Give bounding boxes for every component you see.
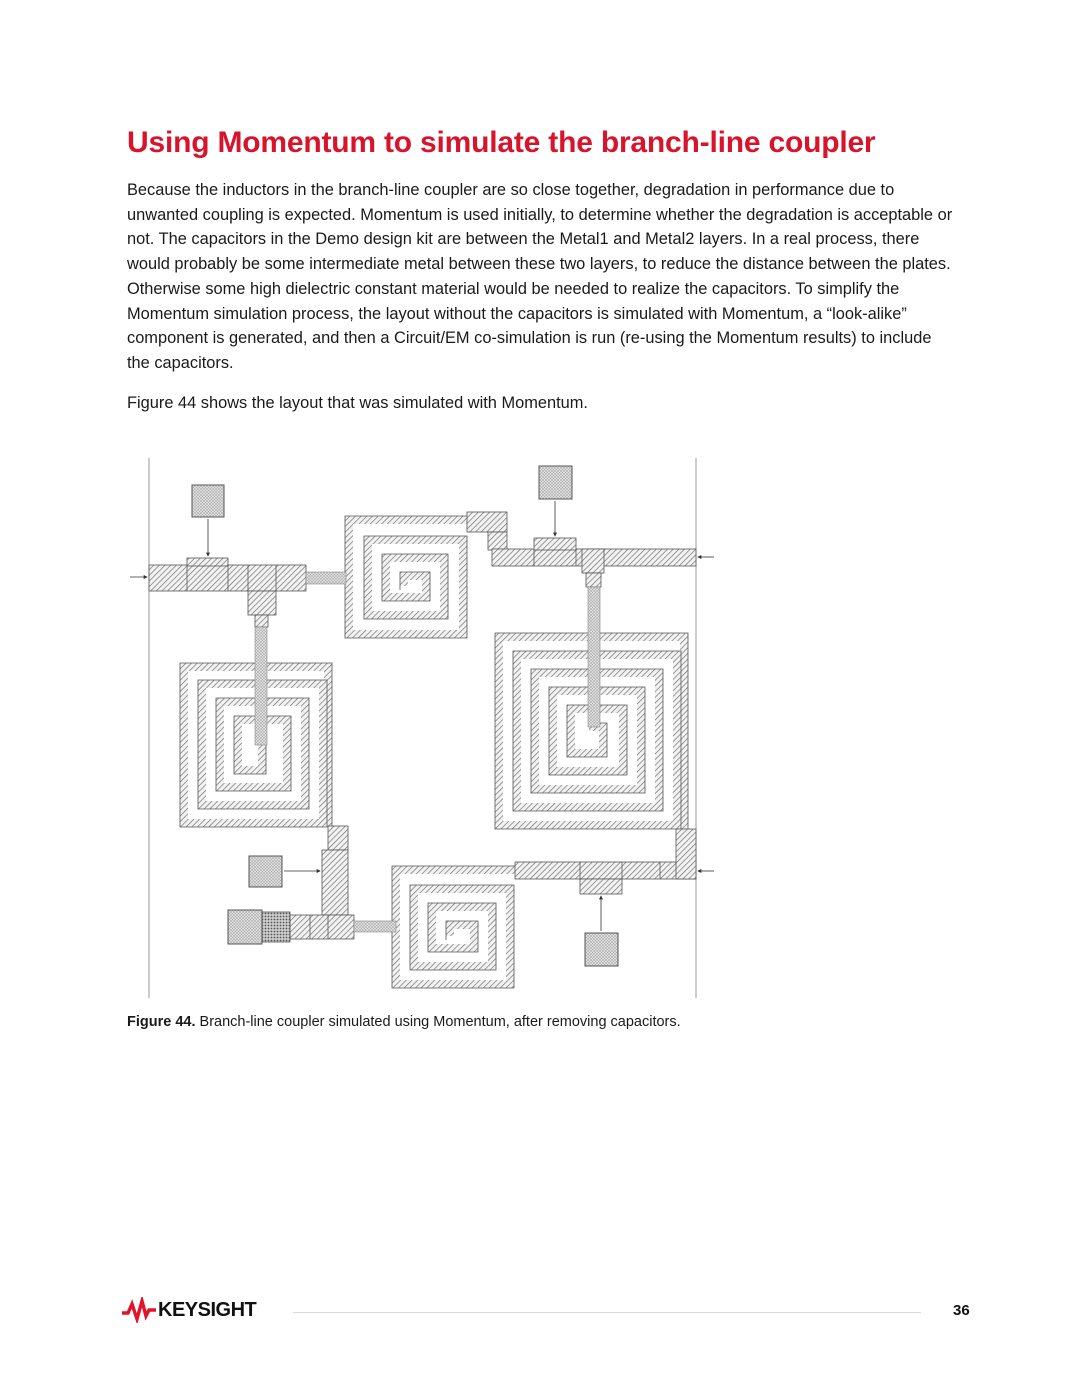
spiral-inductor-bottom [396, 870, 515, 984]
ground-pad-left [249, 856, 320, 887]
ground-pad-bottom-right [585, 896, 618, 966]
transmission-line-bottom-right [515, 829, 696, 894]
page-number: 36 [953, 1302, 970, 1319]
spiral-inductor-top [349, 520, 470, 634]
keysight-logo [122, 1296, 256, 1324]
body-paragraph-2: Figure 44 shows the layout that was simulated with Momentum. [127, 394, 588, 412]
ground-pad-top-right [539, 466, 572, 536]
page-title: Using Momentum to simulate the branch-line coupler [127, 126, 876, 159]
figure-caption-label: Figure 44. [127, 1014, 196, 1030]
figure-caption [127, 1014, 681, 1030]
branch-line-coupler-layout-figure [120, 452, 730, 1004]
body-paragraph-1: Because the inductors in the branch-line coupler are so close together, degradation in performance due to unwanted coupling is expected. Momentum is used initially, to determine whether the degradation is acceptable or not. The capacitors in the Demo design kit are between the Metal1 and Metal2 layers. In a real process, there would probably be some intermediate metal between these two layers, to reduce the distance between the plates. Otherwise some high dielectric constant material would be needed to realize the capacitors. To simplify the Momentum simulation process, the layout without the capacitors is simulated with Momentum, a “look-alike” component is generated, and then a Circuit/EM co-simulation is run (re-using the Momentum results) to include the capacitors. [127, 181, 953, 372]
footer-divider [293, 1312, 921, 1313]
brand-name: KEYSIGHT [158, 1298, 257, 1321]
ground-pad-bottom-left [228, 910, 262, 944]
figure-caption-text: Branch-line coupler simulated using Momentum, after removing capacitors. [195, 1014, 681, 1030]
keysight-wave-icon [122, 1297, 156, 1323]
ground-pad-top-left [192, 485, 224, 556]
